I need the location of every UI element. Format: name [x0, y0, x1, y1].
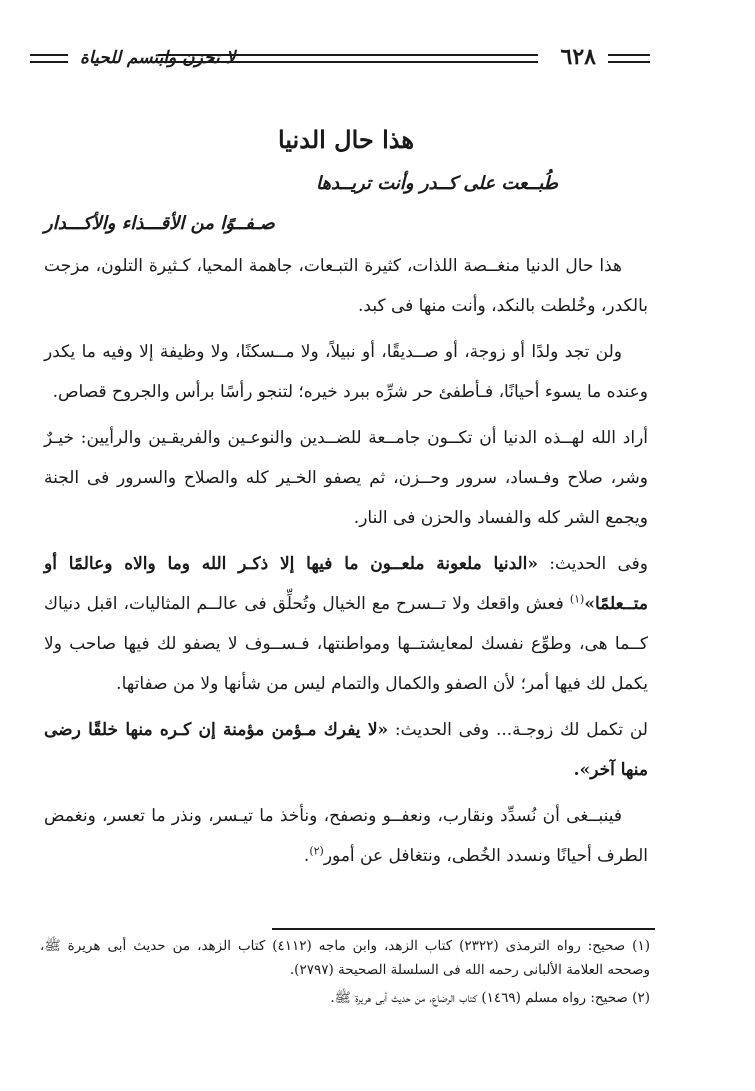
section-heading: هذا حال الدنيا [277, 125, 415, 154]
hadith-quote-2: «لا يفرك مـؤمن مؤمنة إن كـره منها خلقًا رضى منها آخر». [44, 720, 648, 780]
verse-line-2: صـفــوًا من الأقـــذاء والأكـــدار [44, 213, 275, 234]
paragraph-4-rest: فعش واقعك ولا تــسرح مع الخيال وتُحلِّق فى عالــم المثاليات، اقبل دنياك كــما هى، وطوِّع نفسك لمعايشتــها ومواطنتها، فـســوف لا يصفو لك فيها صاحب ولا يكمل لك فيها أمر؛ لأن الصفو والكمال والتمام ليس من شأنها ولا من صفاتها. [44, 594, 648, 694]
footnote-ref-1: (١) [569, 592, 585, 606]
paragraph-1: هذا حال الدنيا منغــصة اللذات، كثيرة التبـعات، جاهمة المحيا، كـثيرة التلون، مزجت بالكدر، وخُلطت بالنكد، وأنت منها فى كبد. [44, 256, 648, 316]
page-number: ٦٢٨ [560, 44, 596, 70]
paragraph-4-intro: وفى الحديث: [538, 554, 649, 574]
footnotes [40, 934, 650, 1014]
footnote-ref-2: (٢) [309, 844, 324, 858]
paragraph-6: فينبــغى أن نُسدِّد ونقارب، ونعفــو ونصفح، ونأخذ ما تيـسر، ونذر ما تعسر، ونغمض الطرف أحيانًا ونسدد الخُطى، ونتغافل عن أمور$^{(٢)}$. [44, 806, 648, 866]
book-title: لا تحزن وابتسم للحياة [80, 48, 236, 68]
paragraph-5-intro: لن تكمل لك زوجـة... وفى الحديث: [388, 720, 648, 740]
running-header [30, 44, 650, 74]
main-text [44, 118, 648, 882]
header-rule-right [608, 54, 650, 63]
paragraph-2: ولن تجد ولدًا أو زوجة، أو صــديقًا، أو نبيلاً، ولا مــسكنًا، ولا وظيفة إلا وفيه ما يكدر وعنده ما يسوء أحيانًا، فـأطفئ حر شرِّه ببرد خيره؛ لتنجو رأسًا برأس والجروح قصاص. [44, 342, 648, 402]
footnote-2: (٢) صحيح: رواه مسلم (١٤٦٩) كتاب الرضاع، من حديث أبى هريرة ﷺ. [330, 990, 650, 1006]
paragraph-5 [44, 710, 648, 790]
verse-line-1: طُبــعت على كــدر وأنت تريــدها [316, 173, 558, 194]
footnote-1: (١) صحيح: رواه الترمذى (٢٣٢٢) كتاب الزهد، وابن ماجه (٤١١٢) كتاب الزهد، من حديث أبى هريرة ﷺ، وصححه العلامة الألبانى رحمه الله فى السلسلة الصحيحة (٢٧٩٧). [40, 938, 650, 978]
paragraph-6-text: فينبــغى أن نُسدِّد ونقارب، ونعفــو ونصفح، ونأخذ ما تيـسر، ونذر ما تعسر، ونغمض الطرف أحيانًا ونسدد الخُطى، ونتغافل عن أمور [44, 806, 648, 866]
paragraph-4 [44, 544, 648, 704]
hadith-quote-1: «الدنيا ملعونة ملعــون ما فيها إلا ذكـر الله وما والاه وعالمًا أو متــعلمًا» [44, 554, 648, 614]
paragraph-3: أراد الله لهــذه الدنيا أن تكــون جامــعة للضــدين والنوعـين والفريقـين والرأيين: خيـرٌ وشر، صلاح وفـساد، سرور وحــزن، ثم يصفو الخـير كله والصلاح والسرور فى الجنة ويجمع الشر كله والفساد والحزن فى النار. [44, 428, 648, 528]
header-rule-left [30, 54, 68, 63]
footnote-divider [272, 928, 655, 930]
